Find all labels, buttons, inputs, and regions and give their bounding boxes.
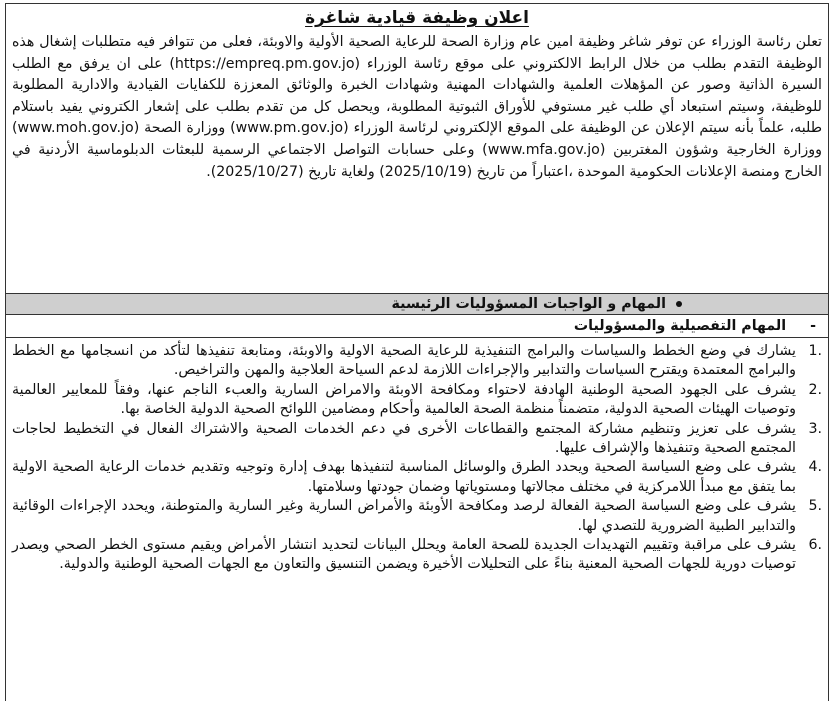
task-text: يشرف على تعزيز وتنظيم مشاركة المجتمع والقطاعات الأخرى في دعم الخدمات الصحية والاشتراك الفعال في التخطيط لحاجات المجتمع الصحية وتنفيذها والإشراف عليها. bbox=[12, 420, 796, 457]
title-row bbox=[6, 4, 828, 32]
task-list bbox=[6, 337, 828, 701]
task-number: 6. bbox=[808, 537, 822, 554]
list-item bbox=[12, 420, 822, 459]
job-advertisement bbox=[5, 3, 829, 701]
subsection-heading bbox=[6, 314, 828, 337]
list-item bbox=[12, 497, 822, 536]
list-item bbox=[12, 381, 822, 420]
page-title: اعلان وظيفة قيادية شاغرة bbox=[305, 8, 529, 28]
task-text: يشرف على وضع السياسة الصحية ويحدد الطرق والوسائل المناسبة لتنفيذها بهدف إدارة وتوجيه وتقديم خدمات الرعاية الصحية الاولية بما يتفق مع مبدأ اللامركزية في مختلف مجالاتها ومستوياتها وضمان جودتها وسلامتها. bbox=[12, 459, 796, 495]
task-text: يشرف على مراقبة وتقييم التهديدات الجديدة للصحة العامة ويحلل البيانات لتحديد انتشار الأمراض ويقيم مستوى الخطر الصحي ويصدر توصيات دورية للجهات الصحية المعنية بناءً على التحليلات الأخيرة ويضمن التنسيق والتعاون مع الجهات الصحية الوطنية والدولية. bbox=[12, 537, 796, 573]
list-item bbox=[12, 458, 822, 497]
announcement-box bbox=[5, 3, 829, 701]
task-text: يشرف على الجهود الصحية الوطنية الهادفة لاحتواء ومكافحة الاوبئة والامراض السارية والعبء الناجم عنها، وفقاً للمعايير العالمية وتوصيات الهيئات الصحية الدولية، متضمناً منظمة الصحة العالمية وأحكام ومضامين اللوائح الصحية الدولية الخاصة بها. bbox=[12, 381, 796, 418]
task-number: 4. bbox=[808, 459, 822, 476]
list-item bbox=[12, 342, 822, 381]
task-number: 2. bbox=[808, 381, 822, 398]
intro-paragraph: تعلن رئاسة الوزراء عن توفر شاغر وظيفة امين عام وزارة الصحة للرعاية الصحية الأولية والاوبئة، فعلى من تتوافر فيه متطلبات إشغال هذه الوظيفة التقدم بطلب من خلال الرابط الالكتروني على موقع رئاسة الوزراء (https://empreq.pm.gov.jo) على ان يرفق مع الطلب السيرة الذاتية وصور عن المؤهلات العلمية والشهادات المهنية وشهادات الخبرة والوثائق المعززة للكفايات القيادية والادارية المطلوبة للوظيفة، وسيتم استبعاد أي طلب غير مستوفي للأوراق الثبوتية المطلوبة، ويحصل كل من تقدم بطلب على إشعار الكتروني يفيد باستلام طلبه، علماً بأنه سيتم الإعلان عن الوظيفة على الموقع الإلكتروني لرئاسة الوزراء (www.pm.gov.jo) ووزارة الصحة (www.moh.gov.jo) ووزارة الخارجية وشؤون المغتربين (www.mfa.gov.jo) وعلى حسابات التواصل الاجتماعي الرسمية للبعثات الدبلوماسية الأردنية في الخارج ومنصة الإعلانات الحكومية الموحدة ،اعتباراً من تاريخ (2025/10/19) ولغاية تاريخ (2025/10/27). bbox=[12, 34, 823, 180]
dash-icon: - bbox=[810, 318, 816, 334]
subsection-heading-text: المهام التفصيلية والمسؤوليات bbox=[573, 318, 787, 334]
task-number: 3. bbox=[808, 420, 822, 437]
task-text: يشرف على وضع السياسة الصحية الفعالة لرصد ومكافحة الأوبئة والأمراض السارية وغير السارية والمتوطنة، ويحدد الإجراءات الوقائية والتدابير الطبية الضرورية للتصدي لها. bbox=[12, 498, 796, 534]
list-item bbox=[12, 536, 822, 575]
task-number: 1. bbox=[808, 343, 822, 359]
bullet-icon bbox=[676, 301, 682, 307]
task-number: 5. bbox=[808, 498, 822, 515]
section-heading bbox=[6, 293, 828, 314]
section-heading-text: المهام و الواجبات المسؤوليات الرئيسية bbox=[391, 296, 666, 312]
task-text: يشارك في وضع الخطط والسياسات والبرامج التنفيذية للرعاية الصحية الاولية والاوبئة، ومتابعة تنفيذها لتأكد من انسجامها مع الخطط والبرامج المعتمدة ويقترح السياسات والتدابير والإجراءات اللازمة لدعم السياحة العلاجية والمهن والتراخيص. bbox=[12, 343, 796, 379]
